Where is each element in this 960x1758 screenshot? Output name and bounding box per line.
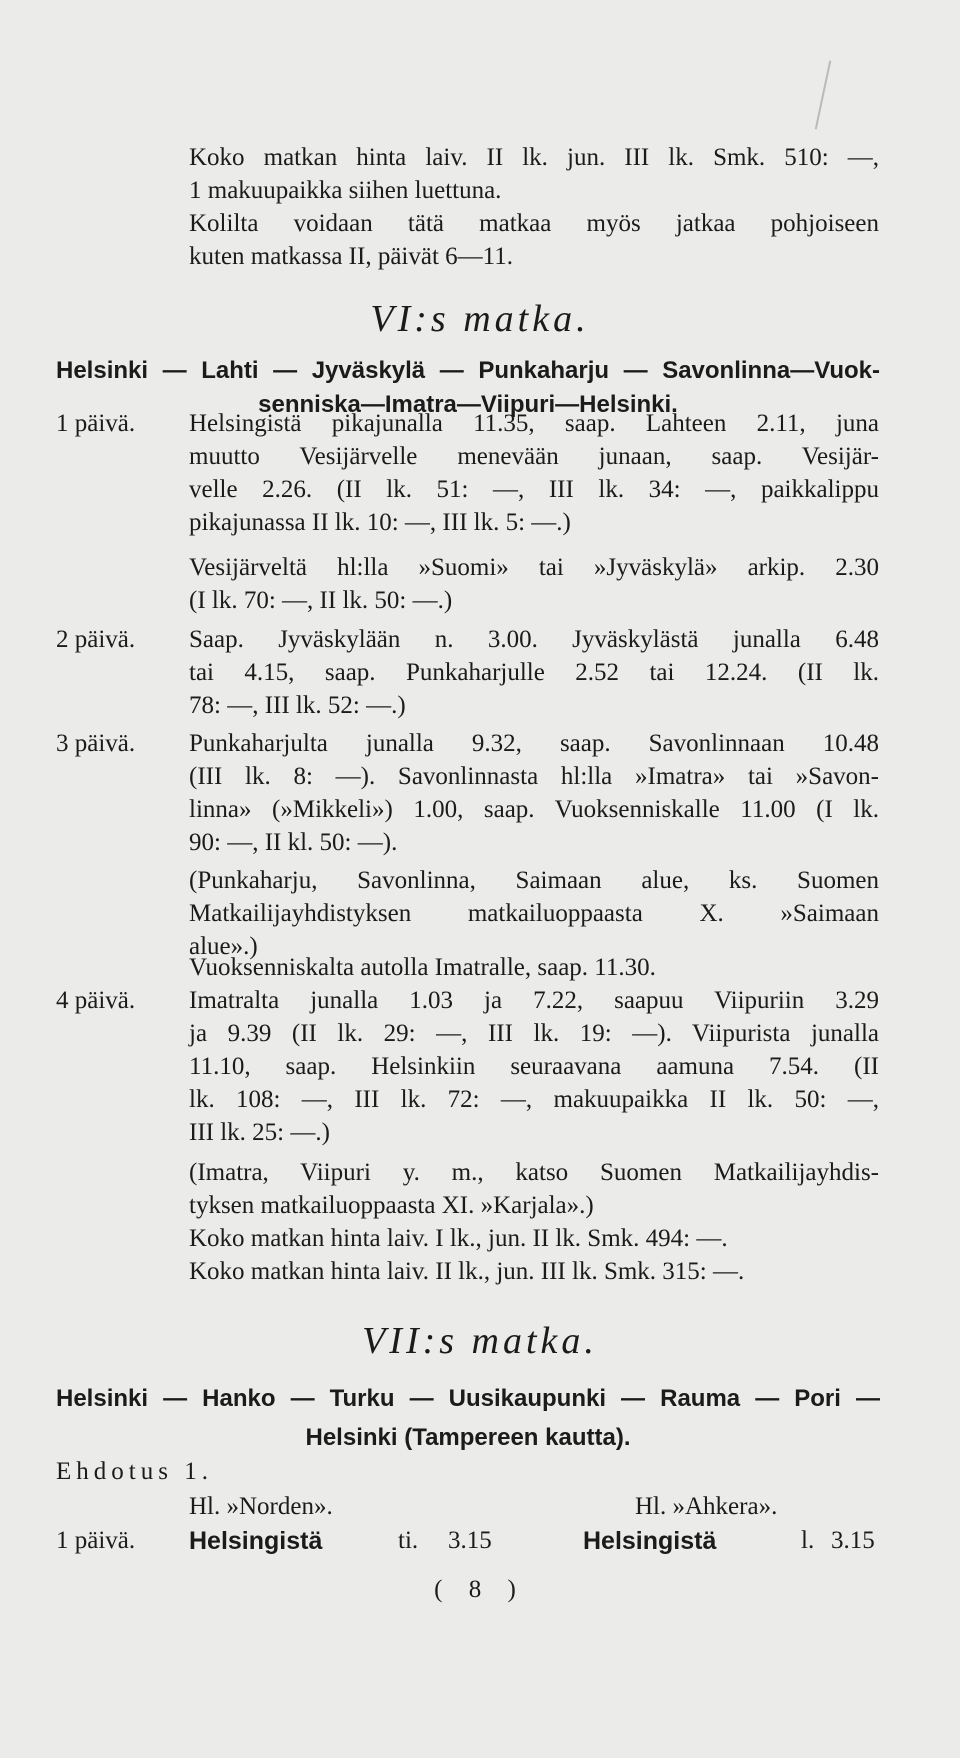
trip-7-heading: VII:s matka. [362,1320,598,1362]
day-2-label: 2 päivä. [56,626,136,653]
day-2-line-1: Saap. Jyväskylään n. 3.00. Jyväskylästä junalla 6.48 [189,626,879,653]
schedule-row-place-2: Helsingistä [583,1527,717,1555]
day-1-line-4: pikajunassa II lk. 10: —, III lk. 5: —.) [189,509,571,536]
day-4-line-2: ja 9.39 (II lk. 29: —, III lk. 19: —). Viipurista junalla [189,1020,879,1047]
intro-line-3: Kolilta voidaan tätä matkaa myös jatkaa pohjoiseen [189,210,879,237]
trip-6-route-line-2: senniska—Imatra—Viipuri—Helsinki. [258,391,678,418]
schedule-row-label: 1 päivä. [56,1527,136,1554]
intro-line-2: 1 makuupaikka siihen luettuna. [189,177,502,204]
day-4-line-5: III lk. 25: —.) [189,1119,330,1146]
day-4-line-3: 11.10, saap. Helsinkiin seuraavana aamuna 7.54. (II [189,1053,879,1080]
day-1-label: 1 päivä. [56,410,136,437]
day-4-label: 4 päivä. [56,987,136,1014]
schedule-row-day-1: ti. [398,1527,419,1554]
intro-line-4: kuten matkassa II, päivät 6—11. [189,243,513,270]
schedule-row-time-1: 3.15 [448,1527,492,1554]
ship-2-name: Hl. »Ahkera». [635,1493,778,1520]
ship-1-name: Hl. »Norden». [189,1493,333,1520]
day-3-line-1: Punkaharjulta junalla 9.32, saap. Savonlinnaan 10.48 [189,730,879,757]
trip-7-route-line-2: Helsinki (Tampereen kautta). [305,1424,631,1451]
day-3-line-3: linna» (»Mikkeli») 1.00, saap. Vuoksenniskalle 11.00 (I lk. [189,796,879,823]
day-4-line-6: (Imatra, Viipuri y. m., katso Suomen Matkailijayhdis- [189,1159,879,1186]
trip-6-route-line-1: Helsinki — Lahti — Jyväskylä — Punkaharju — Savonlinna—Vuok- [56,357,880,384]
schedule-row-place-1: Helsingistä [189,1527,323,1555]
day-1-line-5: Vesijärveltä hl:lla »Suomi» tai »Jyväskylä» arkip. 2.30 [189,554,879,581]
day-3-line-4: 90: —, II kl. 50: —). [189,829,398,856]
proposal-label: Ehdotus 1. [56,1458,213,1485]
day-2-line-3: 78: —, III lk. 52: —.) [189,692,406,719]
day-4-line-8: Koko matkan hinta laiv. I lk., jun. II lk. Smk. 494: —. [189,1225,728,1252]
page-number: ( 8 ) [434,1576,526,1603]
day-4-line-1: Imatralta junalla 1.03 ja 7.22, saapuu Viipuriin 3.29 [189,987,879,1014]
trip-6-heading: VI:s matka. [370,298,590,340]
trip-7-route-line-1: Helsinki — Hanko — Turku — Uusikaupunki — Rauma — Pori — [56,1385,880,1412]
day-4-line-4: lk. 108: —, III lk. 72: —, makuupaikka II lk. 50: —, [189,1086,879,1113]
day-3-line-2: (III lk. 8: —). Savonlinnasta hl:lla »Imatra» tai »Savon- [189,763,879,790]
day-3-line-7: alue».) [189,933,258,960]
intro-line-1: Koko matkan hinta laiv. II lk. jun. III lk. Smk. 510: —, [189,144,879,171]
day-1-line-3: velle 2.26. (II lk. 51: —, III lk. 34: —, paikkalippu [189,476,879,503]
paper-scratch [815,61,832,130]
day-1-line-1: Helsingistä pikajunalla 11.35, saap. Lahteen 2.11, juna [189,410,879,437]
schedule-row-time-2: 3.15 [831,1527,875,1554]
day-3-line-5: (Punkaharju, Savonlinna, Saimaan alue, ks. Suomen [189,867,879,894]
day-4-line-7: tyksen matkailuoppaasta XI. »Karjala».) [189,1192,594,1219]
day-3-line-8: Vuoksenniskalta autolla Imatralle, saap. 11.30. [189,954,656,981]
day-2-line-2: tai 4.15, saap. Punkaharjulle 2.52 tai 12.24. (II lk. [189,659,879,686]
day-3-line-6: Matkailijayhdistyksen matkailuoppaasta X. »Saimaan [189,900,879,927]
day-1-line-6: (I lk. 70: —, II lk. 50: —.) [189,587,453,614]
day-4-line-9: Koko matkan hinta laiv. II lk., jun. III lk. Smk. 315: —. [189,1258,745,1285]
day-1-line-2: muutto Vesijärvelle menevään junaan, saap. Vesijär- [189,443,879,470]
day-3-label: 3 päivä. [56,730,136,757]
schedule-row-day-2: l. [801,1527,815,1554]
